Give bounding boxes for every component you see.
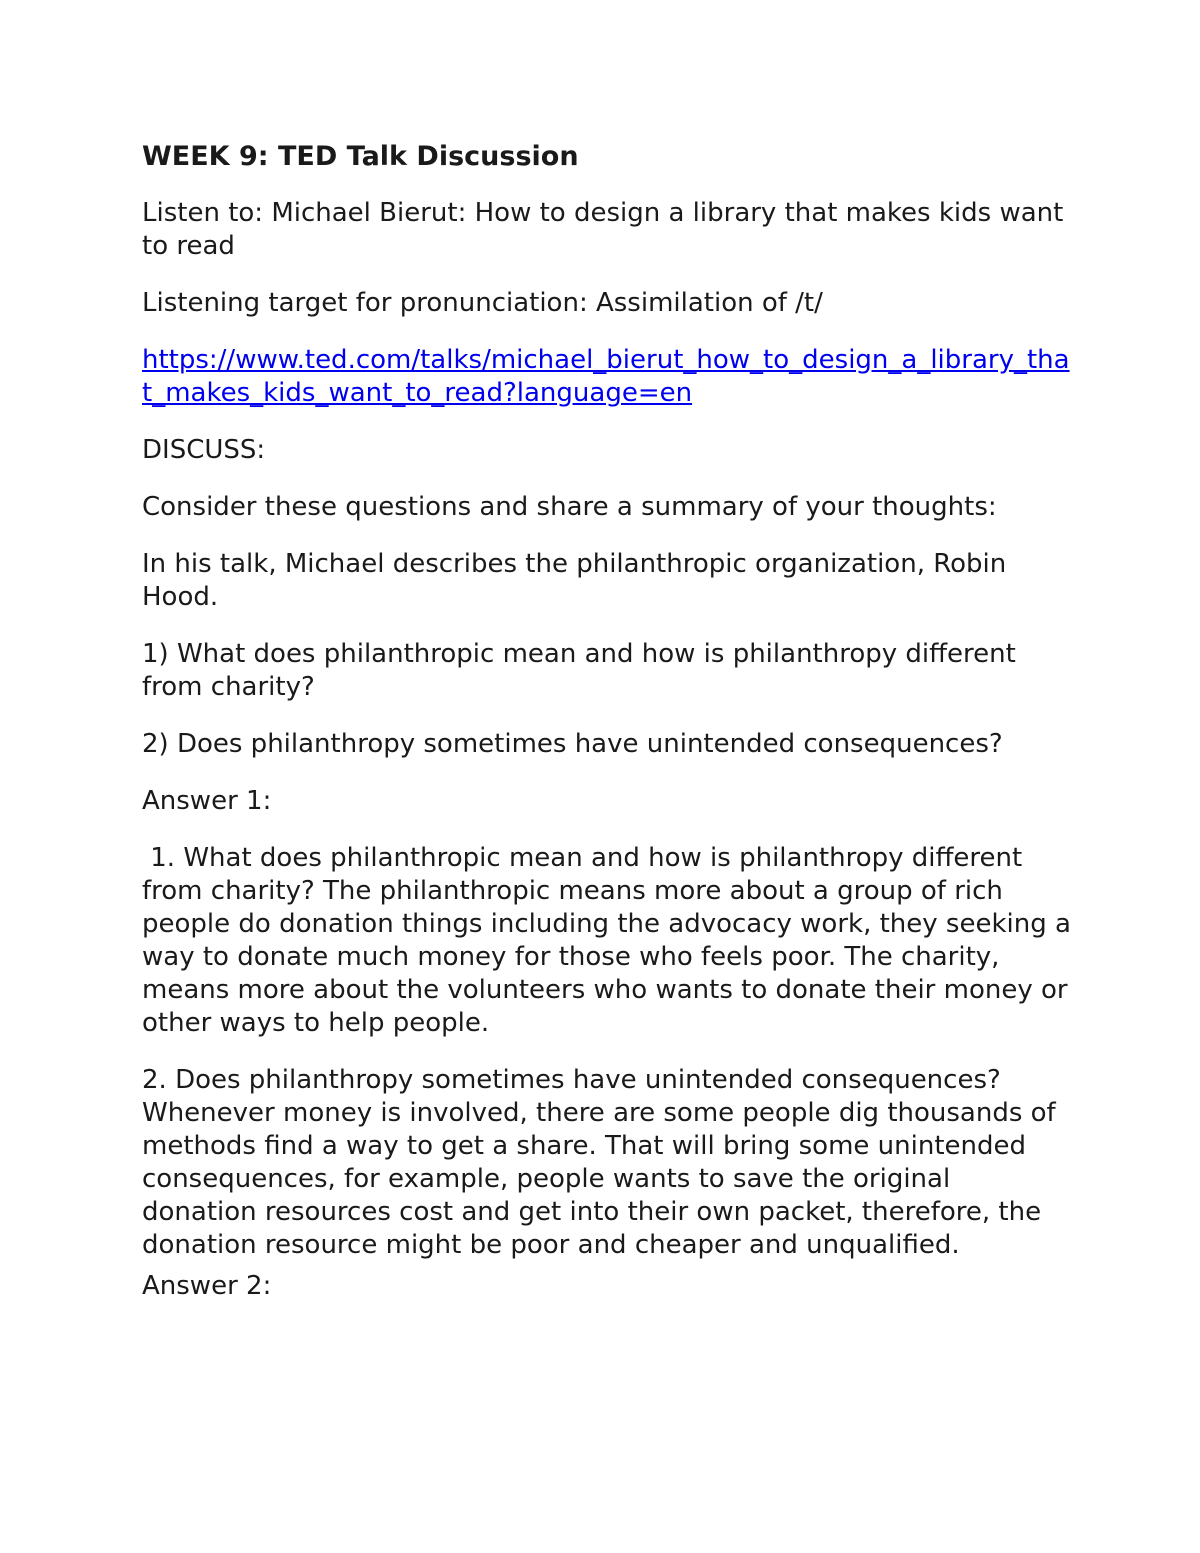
question-1: 1) What does philanthropic mean and how is philanthropy different from charity? bbox=[142, 639, 1016, 702]
consider-instruction: Consider these questions and share a summary of your thoughts: bbox=[142, 492, 997, 522]
listening-target-line: Listening target for pronunciation: Assimilation of /t/ bbox=[142, 288, 823, 318]
listen-to-line: Listen to: Michael Bierut: How to design a library that makes kids want to read bbox=[142, 198, 1064, 261]
discuss-heading: DISCUSS: bbox=[142, 435, 266, 465]
ted-talk-link[interactable]: https://www.ted.com/talks/michael_bierut_how_to_design_a_library_that_makes_kids_want_to_read?language=en bbox=[142, 345, 1070, 408]
answer-1-heading: Answer 1: bbox=[142, 786, 272, 816]
answer-1-text: 1. What does philanthropic mean and how is philanthropy different from charity? The philanthropic means more about a group of rich people do donation things including the advocacy work, they seeking a way to donate much money for those who feels poor. The charity, means more about the volunteers who wants to donate their money or other ways to help people. bbox=[142, 843, 1080, 1038]
document-title: WEEK 9: TED Talk Discussion bbox=[142, 141, 579, 172]
document-page bbox=[142, 140, 1080, 1303]
answer-2-heading: Answer 2: bbox=[142, 1271, 272, 1301]
intro-paragraph: In his talk, Michael describes the philanthropic organization, Robin Hood. bbox=[142, 549, 1007, 612]
question-2: 2) Does philanthropy sometimes have unintended consequences? bbox=[142, 729, 1003, 759]
answer-2-text: 2. Does philanthropy sometimes have unintended consequences? Whenever money is involved, there are some people dig thousands of methods find a way to get a share. That will bring some unintended consequences, for example, people wants to save the original donation resources cost and get into their own packet, therefore, the donation resource might be poor and cheaper and unqualified. bbox=[142, 1065, 1056, 1260]
